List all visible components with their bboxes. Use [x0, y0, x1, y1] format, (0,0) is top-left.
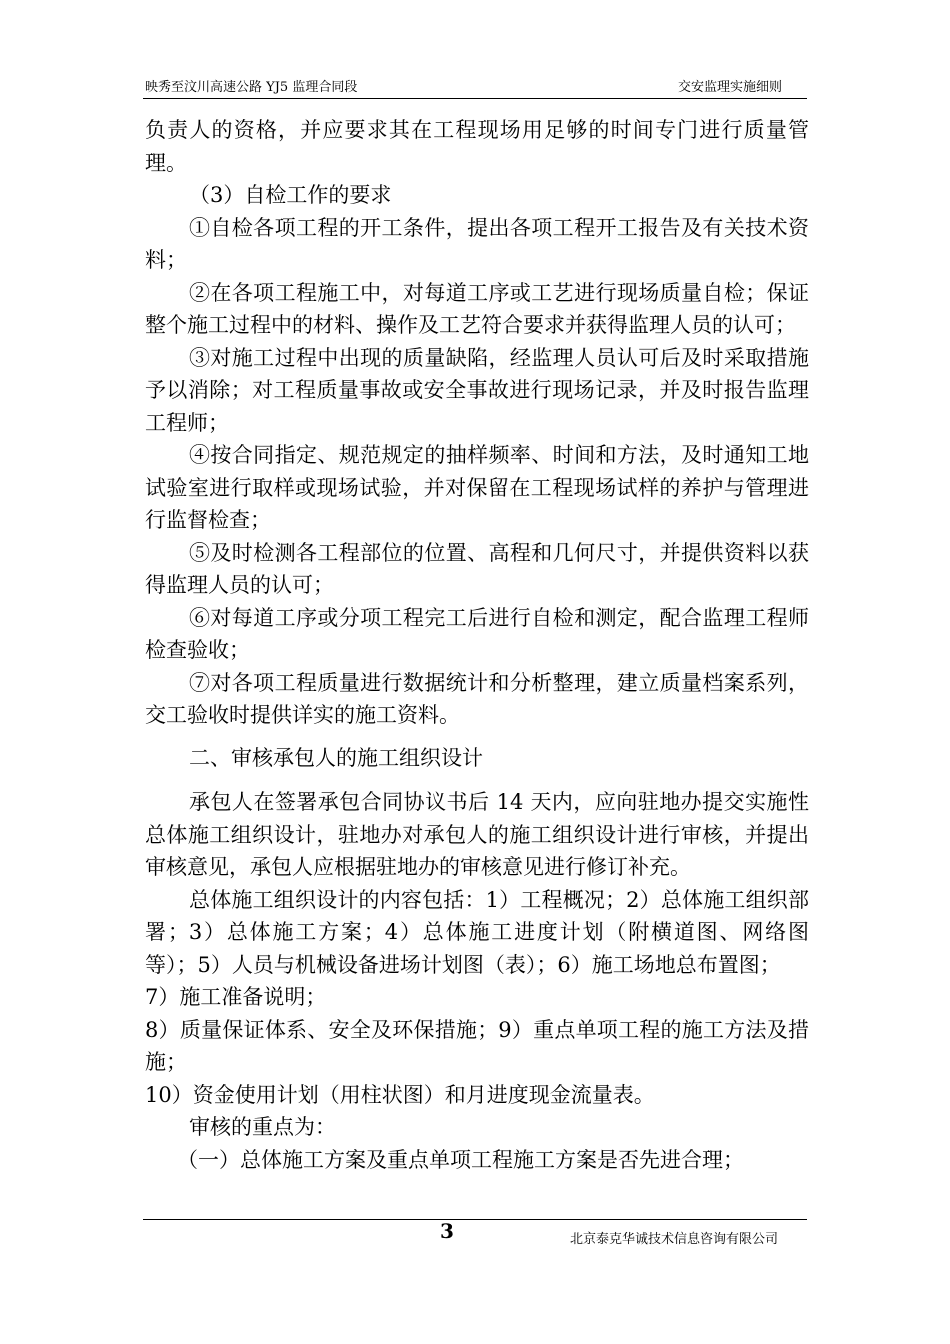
- subheading-self-check: （3）自检工作的要求: [189, 183, 392, 207]
- paragraph-review-focus: 审核的重点为：: [189, 1115, 336, 1139]
- section-heading-2: 二、审核承包人的施工组织设计: [189, 745, 483, 770]
- review-point-1: （一）总体施工方案及重点单项工程施工方案是否先进合理；: [177, 1147, 744, 1172]
- paragraph-contents: 总体施工组织设计的内容包括：1）工程概况；2）总体施工组织部署；3）总体施工方案；4）总体施工进度计划（附横道图、网络图等）；5）人员与机械设备进场计划图（表）；6）施工场地总布置图；: [145, 887, 809, 977]
- paragraph-submission: 承包人在签署承包合同协议书后 14 天内，应向驻地办提交实施性总体施工组织设计，驻地办对承包人的施工组织设计进行审核，并提出审核意见，承包人应根据驻地办的审核意见进行修订补充。: [145, 790, 809, 879]
- header-divider: [143, 98, 807, 99]
- paragraph-item-10: 10）资金使用计划（用柱状图）和月进度现金流量表。: [145, 1082, 655, 1107]
- document-body: [145, 114, 809, 1176]
- list-item-3: ③对施工过程中出现的质量缺陷，经监理人员认可后及时采取措施予以消除；对工程质量事故或安全事故进行现场记录，并及时报告监理工程师；: [145, 345, 809, 435]
- page-number: 3: [440, 1219, 454, 1243]
- paragraph-continuation: 负责人的资格，并应要求其在工程现场用足够的时间专门进行质量管理。: [145, 118, 809, 175]
- list-item-4: ④按合同指定、规范规定的抽样频率、时间和方法，及时通知工地试验室进行取样或现场试验，并对保留在工程现场试样的养护与管理进行监督检查；: [145, 443, 809, 532]
- paragraph-item-7: 7）施工准备说明；: [145, 985, 327, 1009]
- header-document-title: 交安监理实施细则: [677, 80, 782, 95]
- footer-company-name: 北京泰克华诚技术信息咨询有限公司: [569, 1232, 778, 1247]
- list-item-6: ⑥对每道工序或分项工程完工后进行自检和测定，配合监理工程师检查验收；: [145, 605, 809, 662]
- list-item-2: ②在各项工程施工中，对每道工序或工艺进行现场质量自检；保证整个施工过程中的材料、操作及工艺符合要求并获得监理人员的认可；: [145, 280, 809, 337]
- list-item-5: ⑤及时检测各工程部位的位置、高程和几何尺寸，并提供资料以获得监理人员的认可；: [145, 540, 809, 597]
- list-item-7: ⑦对各项工程质量进行数据统计和分析整理，建立质量档案系列，交工验收时提供详实的施工资料。: [145, 670, 809, 727]
- footer-divider: [143, 1219, 807, 1220]
- paragraph-item-8-9: 8）质量保证体系、安全及环保措施；9）重点单项工程的施工方法及措施；: [145, 1017, 809, 1074]
- list-item-1: ①自检各项工程的开工条件，提出各项工程开工报告及有关技术资料；: [145, 215, 809, 272]
- header-project-title: 映秀至汶川高速公路 YJ5 监理合同段: [145, 80, 358, 95]
